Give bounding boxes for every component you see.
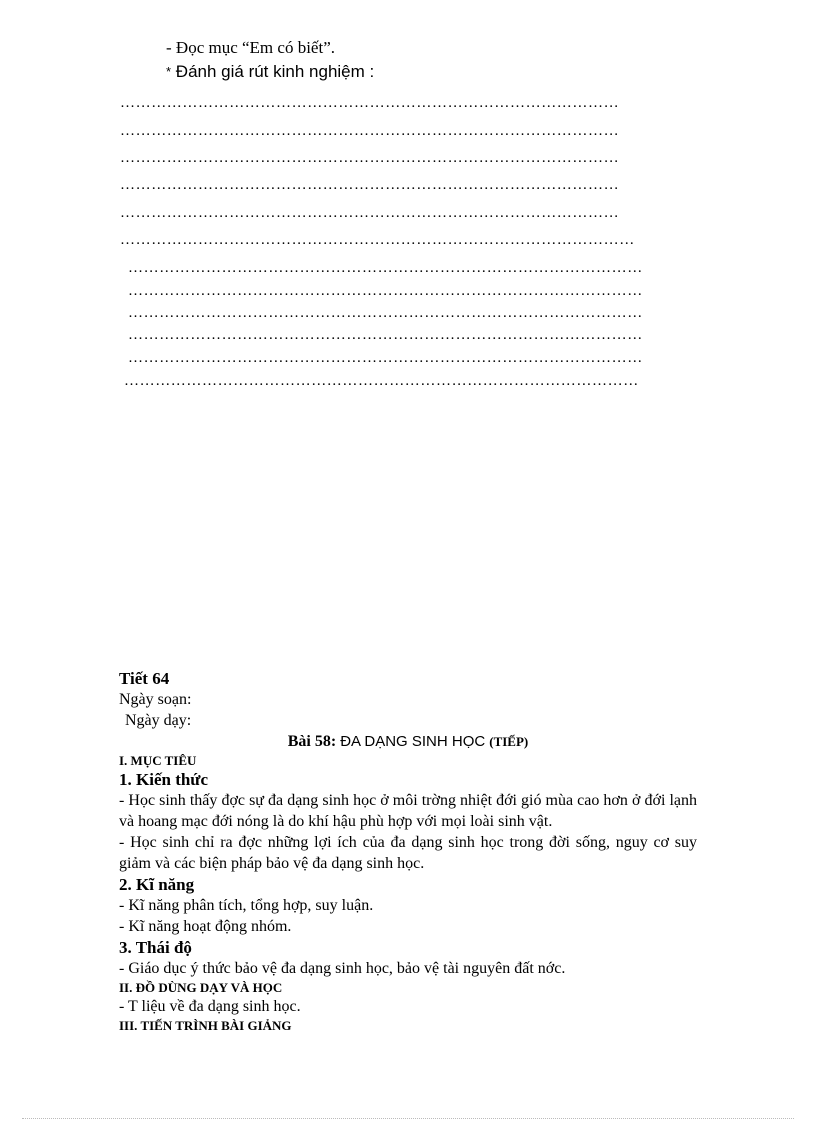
dotted-line: …………………………………………………………………………………… [120, 150, 620, 166]
prep-date-label: Ngày soạn: [119, 691, 192, 708]
section-teaching-process: III. TIẾN TRÌNH BÀI GIẢNG [119, 1018, 292, 1033]
eval-label: Đánh giá rút kinh nghiệm : [175, 62, 375, 81]
knowledge-item: - Học sinh thấy đợc sự đa dạng sinh học ở môi trờng nhiệt đới gió mùa cao hơn ở đới lạnh và hoang mạc đới nóng là do khí hậu phù hợp với mọi loài sinh vật. [119, 792, 697, 830]
dotted-line: …………………………………………………………………………………… [120, 95, 620, 111]
dotted-line: ……………………………………………………………………………………… [128, 283, 643, 299]
dotted-line: …………………………………………………………………………………… [120, 205, 620, 221]
lesson-title [119, 731, 697, 752]
skill-item: - Kĩ năng hoạt động nhóm. [119, 918, 292, 935]
lesson-plan [119, 668, 697, 1034]
period-label: Tiết 64 [119, 669, 170, 688]
section-materials: II. ĐỒ DÙNG DẠY VÀ HỌC [119, 980, 283, 995]
dotted-line: ……………………………………………………………………………………… [128, 350, 643, 366]
dotted-line: ……………………………………………………………………………………… [128, 327, 643, 343]
lesson-title-prefix: Bài 58: [287, 733, 337, 750]
teach-date-label: Ngày dạy: [125, 712, 192, 729]
dotted-line: …………………………………………………………………………………… [120, 177, 620, 193]
lesson-title-suffix: (TIẾP) [489, 734, 529, 749]
attitude-item: - Giáo dục ý thức bảo vệ đa dạng sinh học, bảo vệ tài nguyên đất nớc. [119, 960, 566, 977]
dotted-line: ……………………………………………………………………………………… [128, 260, 643, 276]
dotted-line: ……………………………………………………………………………………… [124, 373, 639, 389]
evaluation-dotted-lines [0, 0, 816, 400]
material-item: - T liệu về đa dạng sinh học. [119, 998, 301, 1015]
knowledge-item: - Học sinh chỉ ra đợc những lợi ích của đa dạng sinh học trong đời sống, nguy cơ suy giảm và các biện pháp bảo vệ đa dạng sinh học. [119, 834, 697, 872]
subsection-attitude: 3. Thái độ [119, 938, 192, 957]
subsection-knowledge: 1. Kiến thức [119, 770, 209, 789]
skill-item: - Kĩ năng phân tích, tổng hợp, suy luận. [119, 897, 374, 914]
dotted-line: ……………………………………………………………………………………… [128, 305, 643, 321]
dotted-line: …………………………………………………………………………………… [120, 123, 620, 139]
page-bottom-divider [22, 1118, 794, 1119]
subsection-skills: 2. Kĩ năng [119, 875, 195, 894]
read-em-co-biet-line: - Đọc mục “Em có biết”. [166, 38, 335, 57]
dotted-line: ……………………………………………………………………………………… [120, 232, 635, 248]
eval-bullet: * [166, 64, 172, 79]
lesson-title-name: ĐA DẠNG SINH HỌC [340, 733, 486, 750]
section-objectives: I. MỤC TIÊU [119, 753, 197, 768]
